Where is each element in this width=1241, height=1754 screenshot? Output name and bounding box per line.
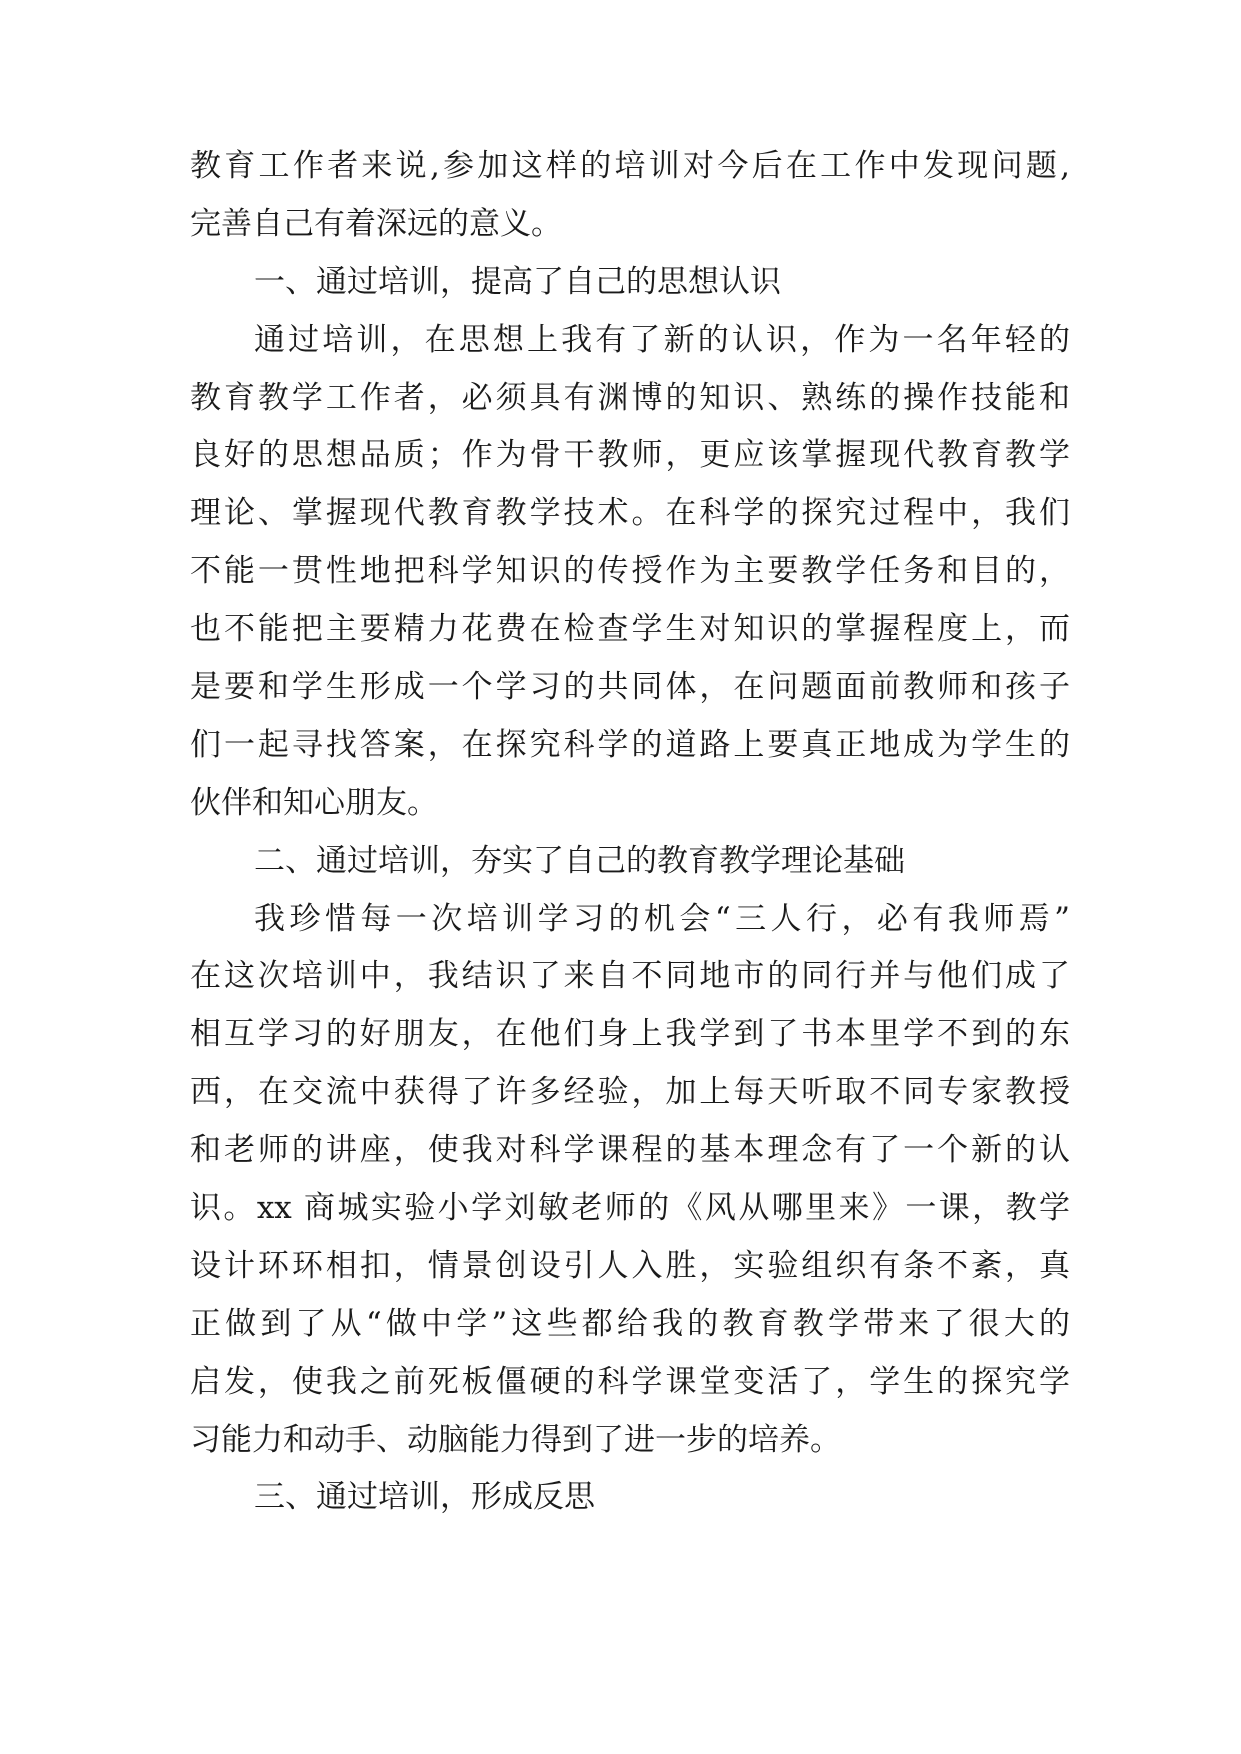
text-line: 在这次培训中，我结识了来自不同地市的同行并与他们成了 bbox=[190, 958, 1070, 995]
text-line: 正做到了从“做中学”这些都给我的教育教学带来了很大的 bbox=[190, 1305, 1070, 1342]
text-line: 相互学习的好朋友，在他们身上我学到了书本里学不到的东 bbox=[190, 1016, 1070, 1053]
text-line: 通过培训，在思想上我有了新的认识，作为一名年轻的 bbox=[254, 321, 1070, 358]
text-line: 是要和学生形成一个学习的共同体，在问题面前教师和孩子 bbox=[190, 669, 1070, 706]
text-line: 理论、掌握现代教育教学技术。在科学的探究过程中，我们 bbox=[190, 495, 1070, 532]
section-heading: 三、通过培训，形成反思 bbox=[254, 1479, 595, 1516]
section-heading: 一、通过培训，提高了自己的思想认识 bbox=[254, 263, 781, 300]
text-line: 伙伴和知心朋友。 bbox=[190, 784, 438, 821]
text-line: 们一起寻找答案，在探究科学的道路上要真正地成为学生的 bbox=[190, 726, 1070, 763]
document-body bbox=[190, 138, 1070, 1527]
text-line: 和老师的讲座，使我对科学课程的基本理念有了一个新的认 bbox=[190, 1132, 1070, 1169]
text-line: 良好的思想品质；作为骨干教师，更应该掌握现代教育教学 bbox=[190, 437, 1070, 474]
text-line: 教育工作者来说,参加这样的培训对今后在工作中发现问题, bbox=[190, 148, 1070, 184]
text-line: 完善自己有着深远的意义。 bbox=[190, 205, 562, 242]
text-line: 我珍惜每一次培训学习的机会“三人行，必有我师焉” bbox=[254, 900, 1070, 937]
section-heading: 二、通过培训，夯实了自己的教育教学理论基础 bbox=[254, 842, 905, 879]
text-line: 教育教学工作者，必须具有渊博的知识、熟练的操作技能和 bbox=[190, 379, 1070, 416]
text-line: 习能力和动手、动脑能力得到了进一步的培养。 bbox=[190, 1421, 841, 1458]
text-line: 也不能把主要精力花费在检查学生对知识的掌握程度上，而 bbox=[190, 611, 1070, 648]
text-line: 启发，使我之前死板僵硬的科学课堂变活了，学生的探究学 bbox=[190, 1363, 1070, 1400]
text-line: 设计环环相扣，情景创设引人入胜，实验组织有条不紊，真 bbox=[190, 1247, 1070, 1284]
text-line: 西，在交流中获得了许多经验，加上每天听取不同专家教授 bbox=[190, 1074, 1070, 1111]
text-line: 不能一贯性地把科学知识的传授作为主要教学任务和目的， bbox=[190, 553, 1070, 590]
text-line: 识。xx 商城实验小学刘敏老师的《风从哪里来》一课，教学 bbox=[190, 1190, 1070, 1227]
